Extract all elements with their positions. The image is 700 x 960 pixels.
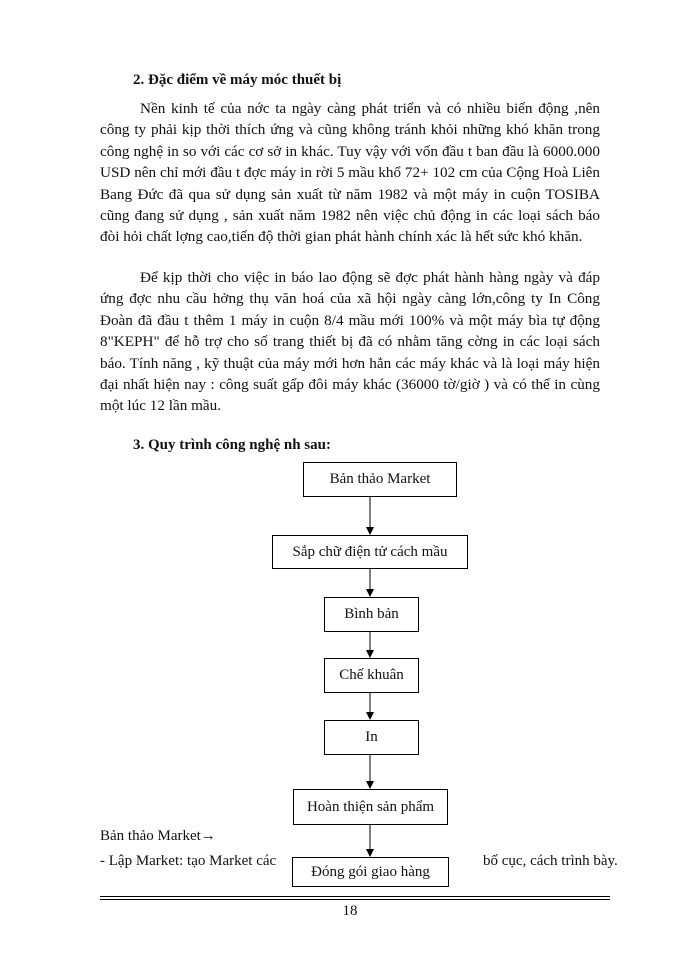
section-heading-2: 2. Đặc điểm về máy móc thuết bị <box>133 72 342 88</box>
page-number: 18 <box>342 903 358 919</box>
paragraph-machinery: Nền kinh tế của nớc ta ngày càng phát triển và có nhiều biến động ,nên công ty phải kịp thời thích ứng và cũng không tránh khỏi những khó khăn trong công nghệ in so với các cơ sở in khác. Tuy vậy với vốn đầu t ban đầu là 6000.000 USD nên chỉ mới đầu t đợc máy in rời 5 mầu khổ 72+ 102 cm của Cộng Hoà Liên Bang Đức đã qua sử dụng sản xuất từ năm 1982 và một máy in cuộn TOSIBA cũng đang sử dụng , sản xuất năm 1982 nên việc chủ động in các loại sách báo đòi hỏi chất lợng cao,tiến độ thời gian phát hành chính xác là hết sức khó khăn. <box>100 100 600 246</box>
flow-step-imposition: Bình bản <box>324 597 419 632</box>
flow-step-printing: In <box>324 720 419 755</box>
flow-step-packing: Đóng gói giao hàng <box>292 857 449 887</box>
footer-rule-top <box>100 896 610 897</box>
section-heading-3: 3. Quy trình công nghệ nh sau: <box>133 437 331 453</box>
flow-step-platemaking: Chế khuân <box>324 658 419 693</box>
flow-step-finishing: Hoàn thiện sản phẩm <box>293 789 448 825</box>
flow-step-draft: Bản thảo Market <box>303 462 457 497</box>
note-line-2-right: bố cục, cách trình bày. <box>483 853 618 869</box>
note-line-1: Bản thảo Market→ <box>100 828 216 844</box>
flow-step-typesetting: Sắp chữ điện tử cách mầu <box>272 535 468 569</box>
paragraph-new-equipment: Để kịp thời cho việc in báo lao động sẽ đợc phát hành hàng ngày và đáp ứng đợc nhu cầu hởng thụ văn hoá của xã hội ngày càng lớn,công ty In Công Đoàn đã đầu t thêm 1 máy in cuộn 8/4 mầu mới 100% và một máy bìa tự động 8"KEPH" để hỗ trợ cho số trang thiết bị đã có nhằm tăng cờng in các loại sách báo. Tính năng , kỹ thuật của máy mới hơn hẳn các máy khác và là loại máy hiện đại nhất hiện nay : công suất gấp đôi máy khác (36000 tờ/giờ ) và có thể in cùng một lúc 12 lần mầu. <box>100 269 600 415</box>
footer-rule-bottom <box>100 899 610 900</box>
note-line-2-left: - Lập Market: tạo Market các <box>100 853 277 869</box>
